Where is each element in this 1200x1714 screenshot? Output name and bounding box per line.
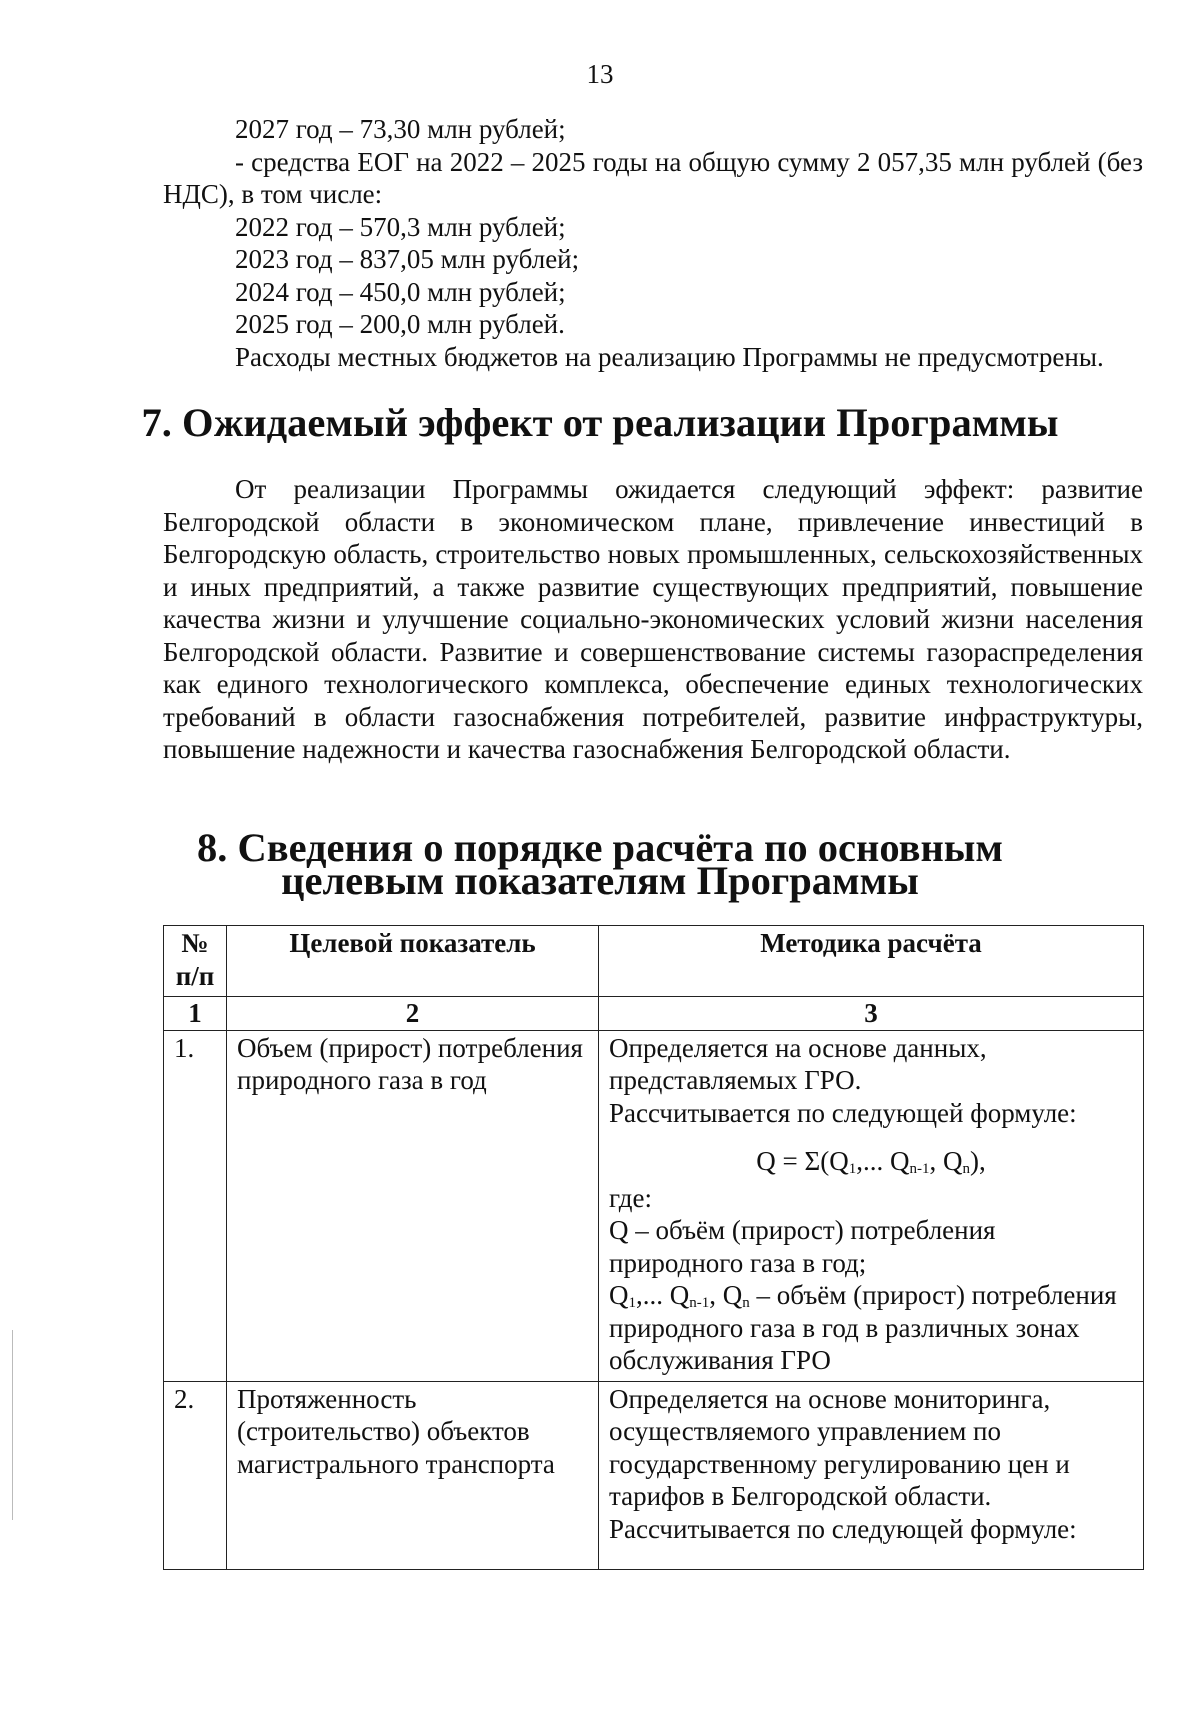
funding-2027: 2027 год – 73,30 млн рублей;: [235, 114, 566, 144]
table-row: [164, 1381, 1144, 1569]
section-7-body: [163, 473, 1143, 766]
funding-eog: - средства ЕОГ на 2022 – 2025 годы на общую сумму 2 057,35 млн рублей (без НДС), в том числе:: [163, 146, 1143, 209]
header-number: № п/п: [164, 926, 227, 997]
formula-definition-q: Q – объём (прирост) потребления природного газа в год;: [609, 1215, 996, 1278]
funding-2023: 2023 год – 837,05 млн рублей;: [235, 244, 580, 274]
local-budgets-note: Расходы местных бюджетов на реализацию Программы не предусмотрены.: [235, 341, 1104, 372]
header-method: Методика расчёта: [599, 926, 1144, 997]
row-method: [599, 1030, 1144, 1381]
targets-table: [163, 925, 1144, 1570]
funding-2022: 2022 год – 570,3 млн рублей;: [235, 211, 566, 242]
method-intro: Определяется на основе данных, представляемых ГРО.: [609, 1032, 987, 1095]
col-number-1: 1: [164, 997, 227, 1031]
section-8-title-line-1: 8. Сведения о порядке расчёта по основным: [197, 825, 1003, 870]
scan-margin-mark: [12, 1330, 13, 1520]
funding-block: [163, 113, 1143, 373]
row-method: [599, 1381, 1144, 1569]
row-indicator: Объем (прирост) потребления природного газа в год: [227, 1030, 599, 1381]
row-number: 2.: [164, 1381, 227, 1569]
section-7-paragraph: От реализации Программы ожидается следующий эффект: развитие Белгородской области в экономическом плане, привлечение инвестиций в Белгородскую область, строительство новых промышленных, сельскохозяйственных и иных предприятий, а также развитие существующих предприятий, повышение качества жизни и улучшение социально-экономических условий жизни населения Белгородской области. Развитие и совершенствование системы газораспределения как единого технологического комплекса, обеспечение единых технологических требований в области газоснабжения потребителей, развитие инфраструктуры, повышение надежности и качества газоснабжения Белгородской области.: [163, 474, 1143, 764]
col-number-3: 3: [599, 997, 1144, 1031]
method-intro: Определяется на основе мониторинга, осуществляемого управлением по государственному регулированию цен и тарифов в Белгородской области.: [609, 1383, 1070, 1511]
page-number: 13: [586, 59, 614, 89]
funding-2024: 2024 год – 450,0 млн рублей;: [235, 276, 566, 307]
section-8-title-line-2: целевым показателям Программы: [281, 858, 919, 903]
row-number: 1.: [164, 1030, 227, 1381]
header-indicator: Целевой показатель: [227, 926, 599, 997]
table-row: [164, 1030, 1144, 1381]
funding-2025: 2025 год – 200,0 млн рублей.: [235, 309, 565, 339]
section-7-title: 7. Ожидаемый эффект от реализации Программы: [141, 400, 1059, 445]
formula: $Q = \Sigma(Q_1$,... $Q_{n-1}$, $Q_n$),: [756, 1146, 986, 1177]
formula-where: где:: [609, 1182, 652, 1213]
method-formula-intro: Рассчитывается по следующей формуле:: [609, 1513, 1077, 1544]
formula-definition-qn: $Q_1$,... $Q_{n-1}$, $Q_n$ – объём (прирост) потребления природного газа в год в различных зонах обслуживания ГРО: [609, 1280, 1117, 1375]
row-indicator: Протяженность (строительство) объектов магистрального транспорта: [227, 1381, 599, 1569]
method-formula-intro: Рассчитывается по следующей формуле:: [609, 1097, 1077, 1128]
col-number-2: 2: [227, 997, 599, 1031]
